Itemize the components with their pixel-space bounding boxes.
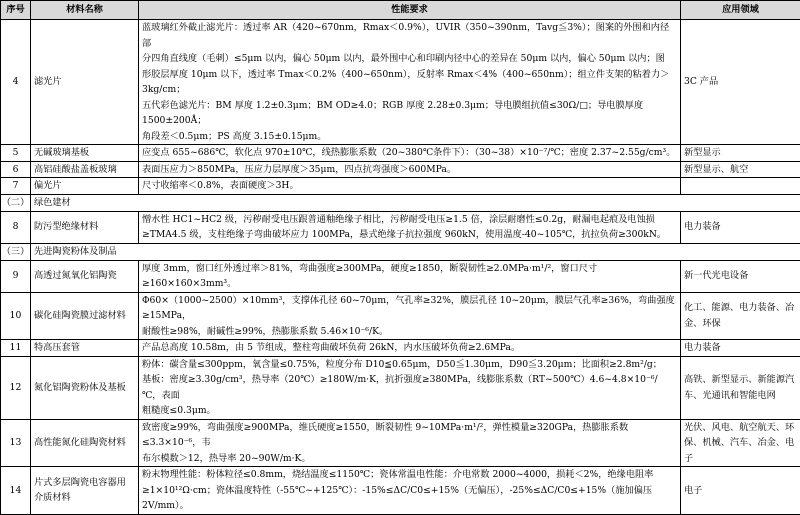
requirement-line: 应变点 655~686℃，软化点 970±10℃，线热膨胀系数（20~380℃条件下）：（30~38）×10⁻⁷/℃；密度 2.37~2.55g/cm³。 xyxy=(142,145,677,161)
header-req: 性能要求 xyxy=(139,1,681,20)
row-requirements xyxy=(139,340,681,357)
row-name: 高性能氮化硅陶瓷材料 xyxy=(31,419,139,467)
row-no: 5 xyxy=(1,145,31,162)
table-row xyxy=(1,161,800,178)
row-application: 高铁、新型显示、新能源汽车、光通讯和智能电网 xyxy=(681,356,800,419)
requirement-line: 产品总高度 10.58m，由 5 节组成，整柱弯曲破坏负荷 26kN，内水压破坏负荷≥2.6MPa。 xyxy=(142,340,677,356)
row-name: 防污型绝缘材料 xyxy=(31,211,139,243)
table-row xyxy=(1,211,800,243)
requirement-line: 耐酸性≥98%，耐碱性≥99%，热膨胀系数 5.46×10⁻⁶/K。 xyxy=(142,324,677,340)
table-header-row xyxy=(1,1,800,20)
requirement-line: 厚度 3mm，窗口红外透过率＞81%，弯曲强度≥300MPa，硬度≥1850，断裂韧性≥2.0MPa·m¹/²，窗口尺寸≥160×160×3mm³。 xyxy=(142,261,677,292)
row-name: 碳化硅陶瓷膜过滤材料 xyxy=(31,292,139,340)
row-no: 12 xyxy=(1,356,31,419)
requirement-line: 憎水性 HC1~HC2 级，污秽耐受电压跟普通釉绝缘子相比，污秽耐受电压≥1.5 倍，涂层耐磨性≤0.2g，耐漏电起痕及电蚀损 xyxy=(142,212,677,228)
row-no: 10 xyxy=(1,292,31,340)
row-requirements xyxy=(139,292,681,340)
requirement-line: 致密度≥99%，弯曲强度≥900MPa，维氏硬度≥1550，断裂韧性 9~10MPa·m¹/²，弹性模量≥320GPa，热膨胀系数≤3.3×10⁻⁶，韦 xyxy=(142,420,677,451)
row-application: 新型显示 xyxy=(681,145,800,162)
requirement-line: 分四角直线度（毛刺）≤5μm 以内，偏心 50μm 以内，最外围中心和印刷内径中心的差异在 50μm 以内，偏心 50μm 以内；图 xyxy=(142,51,677,67)
row-application: 新型显示、航空 xyxy=(681,161,800,178)
row-requirements xyxy=(139,356,681,419)
row-no: 14 xyxy=(1,467,31,515)
requirement-line: 粉体：碳含量≤300ppm，氧含量≤0.75%，粒度分布 D10≦0.65μm，D50≦1.30μm，D90≦3.20μm；比面积≥2.8m²/g； xyxy=(142,357,677,373)
table-row xyxy=(1,419,800,467)
row-name: 高透过氮氧化铝陶瓷 xyxy=(31,260,139,292)
row-name: 偏光片 xyxy=(31,178,139,195)
row-application: 3C 产品 xyxy=(681,20,800,145)
requirement-line: 形胶层厚度 10μm 以下，透过率 Tmax＜0.2%（400~650nm），反射率 Rmax＜4%（400~650nm）；组立件支架的粘着力＞3kg/cm； xyxy=(142,67,677,98)
row-name: 高铝硅酸盐盖板玻璃 xyxy=(31,161,139,178)
requirement-line: 尺寸收缩率＜0.8%，表面硬度＞3H。 xyxy=(142,178,677,194)
row-application: 光伏、风电、航空航天、环保、机械、汽车、冶金、电子 xyxy=(681,419,800,467)
row-no: 9 xyxy=(1,260,31,292)
row-application: 化工、能源、电力装备、冶金、环保 xyxy=(681,292,800,340)
row-no: 11 xyxy=(1,340,31,357)
table-row xyxy=(1,20,800,145)
requirement-line: 角段差＜0.5μm；PS 高度 3.15±0.15μm。 xyxy=(142,129,677,145)
row-requirements xyxy=(139,211,681,243)
table-row xyxy=(1,356,800,419)
requirement-line: 布尔模数＞12，热导率 20~90W/m·K。 xyxy=(142,451,677,467)
requirement-line: Φ60×（1000~2500）×10mm³，支撑体孔径 60~70μm，气孔率≥32%，膜层孔径 10~20μm，膜层气孔率≥36%，弯曲强度≥15MPa， xyxy=(142,293,677,324)
requirement-line: 基板：密度≥3.30g/cm³，热导率（20℃）≥180W/m·K，抗折强度≥380MPa，线膨胀系数（RT~500℃）4.6~4.8×10⁻⁶/℃，表面 xyxy=(142,372,677,403)
header-app: 应用领域 xyxy=(681,1,800,20)
section-title: 绿色建材 xyxy=(31,194,800,211)
requirement-line: 表面压应力＞850MPa，压应力层厚度＞35μm，四点抗弯强度＞600MPa。 xyxy=(142,162,677,178)
table-row xyxy=(1,178,800,195)
row-name: 无碱玻璃基板 xyxy=(31,145,139,162)
row-requirements xyxy=(139,178,681,195)
table-row xyxy=(1,340,800,357)
requirement-line: 五代彩色滤光片：BM 厚度 1.2±0.3μm；BM OD≥4.0；RGB 厚度 2.28±0.3μm；导电膜组抗值≤30Ω/□；导电膜厚度 1500±200Å； xyxy=(142,98,677,129)
row-name: 特高压套管 xyxy=(31,340,139,357)
header-no: 序号 xyxy=(1,1,31,20)
row-no: 4 xyxy=(1,20,31,145)
row-application: 新一代光电设备 xyxy=(681,260,800,292)
row-name: 氮化铝陶瓷粉体及基板 xyxy=(31,356,139,419)
table-row xyxy=(1,467,800,515)
requirement-line: 蓝玻璃红外截止滤光片：透过率 AR（420~670nm，Rmax＜0.9%），UVIR（350~390nm，Tavg≦3%）；图案的外围和内径部 xyxy=(142,20,677,51)
section-row xyxy=(1,194,800,211)
row-no: 8 xyxy=(1,211,31,243)
header-name: 材料名称 xyxy=(31,1,139,20)
section-row xyxy=(1,243,800,260)
row-application: 电力装备 xyxy=(681,211,800,243)
table-row xyxy=(1,260,800,292)
row-no: 13 xyxy=(1,419,31,467)
row-no: 7 xyxy=(1,178,31,195)
row-requirements xyxy=(139,419,681,467)
row-requirements xyxy=(139,161,681,178)
row-application: 电力装备 xyxy=(681,340,800,357)
requirement-line: 粉末物理性能：粉体粒径≤0.8mm，烧结温度≤1150℃；瓷体常温电性能：介电常数 2000~4000，损耗＜2%，绝缘电阻率 xyxy=(142,467,677,483)
row-requirements xyxy=(139,467,681,515)
row-name: 片式多层陶瓷电容器用介质材料 xyxy=(31,467,139,515)
row-application: 电子 xyxy=(681,467,800,515)
section-title: 先进陶瓷粉体及制品 xyxy=(31,243,800,260)
row-name: 滤光片 xyxy=(31,20,139,145)
requirement-line: ≥TMA4.5 级，支柱绝缘子弯曲破坏应力 100MPa，悬式绝缘子抗拉强度 960kN，使用温度-40~105℃，抗拉负荷≥300kN。 xyxy=(142,227,677,243)
section-no: （二） xyxy=(1,194,31,211)
requirement-line: ≥1×10¹²Ω·cm；瓷体温度特性（-55℃~+125℃）：-15%≤ΔC/C0≤+15%（无偏压），-25%≤ΔC/C0≤+15%（施加偏压 2V/mm）。 xyxy=(142,483,677,514)
row-no: 6 xyxy=(1,161,31,178)
row-application xyxy=(681,178,800,195)
row-requirements xyxy=(139,20,681,145)
row-requirements xyxy=(139,145,681,162)
requirement-line: 粗糙度≤0.3μm。 xyxy=(142,403,677,419)
section-no: （三） xyxy=(1,243,31,260)
table-row xyxy=(1,292,800,340)
table-row xyxy=(1,145,800,162)
row-requirements xyxy=(139,260,681,292)
